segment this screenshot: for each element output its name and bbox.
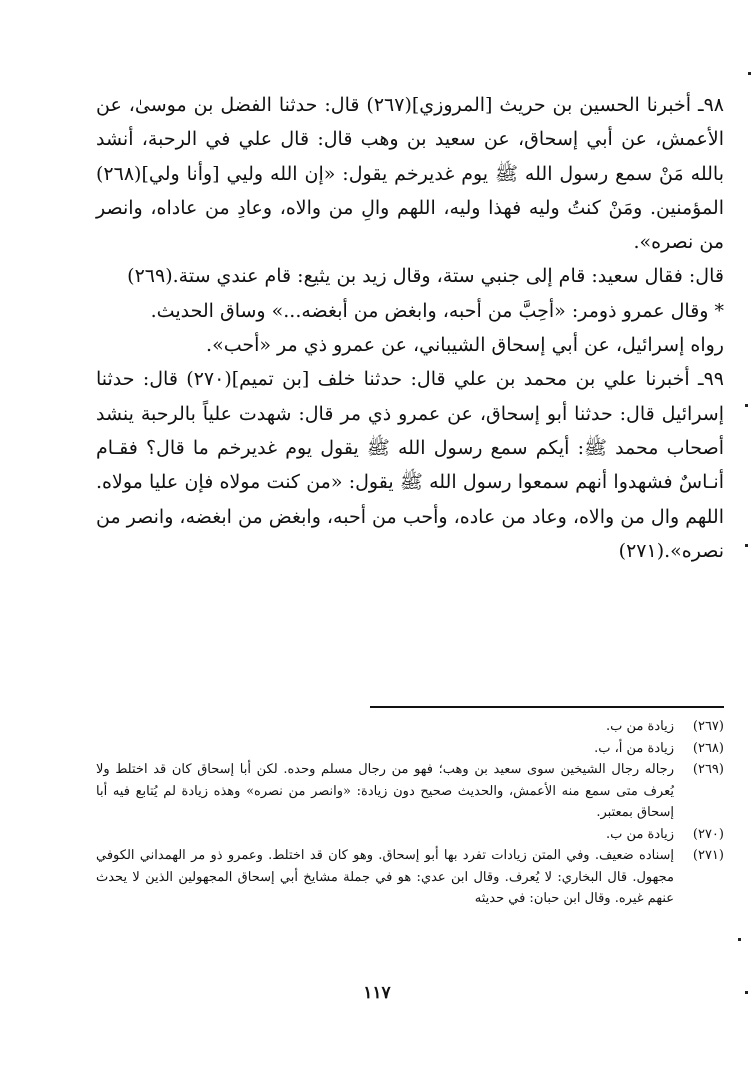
footnote-number: (٢٧١): [692, 848, 724, 863]
israil-narration-paragraph: رواه إسرائيل، عن أبي إسحاق الشيباني، عن عمرو ذي مر «أحب».: [206, 334, 724, 357]
scan-speck: [745, 544, 748, 547]
footnote-item: [96, 824, 724, 846]
footnote-item: [96, 738, 724, 760]
footnote-number: (٢٦٨): [692, 740, 724, 756]
variant-narration-paragraph: * وقال عمرو ذومر: «أحِبَّ من أحبه، وابغض من أبغضه...» وساق الحديث.: [150, 299, 724, 322]
footnote-number: (٢٦٧): [692, 719, 724, 734]
footnote-item: [96, 845, 724, 910]
scan-speck: [738, 938, 741, 941]
footnote-text: زيادة من ب.: [606, 826, 674, 842]
footnotes: [96, 716, 724, 910]
footnote-text: زيادة من أ، ب.: [594, 740, 674, 756]
footnote-text: زيادة من ب.: [606, 719, 674, 734]
narration-note-paragraph: قال: فقال سعيد: قام إلى جنبي ستة، وقال زيد بن يثيع: قام عندي ستة.(٢٦٩): [127, 265, 724, 288]
page-number: ١١٧: [363, 983, 391, 1003]
hadith-99-paragraph: ٩٩ـ أخبرنا علي بن محمد بن علي قال: حدثنا خلف [بن تميم](٢٧٠) قال: حدثنا إسرائيل قال: حدثنا أبو إسحاق، عن عمرو ذي مر قال: شهدت علياً بالرحبة ينشد أصحاب محمد ﷺ: أيكم سمع رسول الله ﷺ يقول يوم غديرخم ما قال؟ فقـام أنـاسٌ فشهدوا أنهم سمعوا رسول الله ﷺ يقول: «من كنت مولاه فإن عليا مولاه. اللهم وال من والاه، وعاد من عاده، وأحب من أحبه، وابغض من ابغضه، وانصر من نصره».(٢٧١): [96, 368, 724, 562]
footnote-divider: [370, 706, 724, 708]
footnote-text: رجاله رجال الشيخين سوى سعيد بن وهب؛ فهو من رجال مسلم وحده. لكن أبا إسحاق كان قد اختلط ولا يُعرف متى سمع منه الأعمش، والحديث صحيح دون زيادة: «وانصر من نصره» وهذه زيادة لم يُتابع فيه أبا إسحاق بمعتبر.: [96, 762, 674, 820]
scan-speck: [748, 72, 751, 75]
scan-speck: [745, 404, 748, 407]
hadith-98-paragraph: ٩٨ـ أخبرنا الحسين بن حريث [المروزي](٢٦٧) قال: حدثنا الفضل بن موسىٰ، عن الأعمش، عن أبي إسحاق، عن سعيد بن وهب قال: قال علي في الرحبة، أنشد بالله مَنْ سمع رسول الله ﷺ يوم غديرخم يقول: «إن الله وليي [وأنا ولي](٢٦٨) المؤمنين. ومَنْ كنتُ وليه فهذا وليه، اللهم والِ من والاه، وعادِ من عاداه، وانصر من نصره».: [96, 94, 725, 254]
footnote-text: إسناده ضعيف. وفي المتن زيادات تفرد بها أبو إسحاق. وهو كان قد اختلط. وعمرو ذو مر الهمداني الكوفي مجهول. قال البخاري: لا يُعرف. وقال ابن عدي: هو في جملة مشايخ أبي إسحاق المجهولين الذين لا يحدث عنهم غيره. وقال ابن حبان: في حديثه: [96, 848, 674, 906]
footnote-number: (٢٦٩): [692, 762, 724, 777]
footnote-number: (٢٧٠): [692, 826, 724, 842]
footnote-item: [96, 716, 724, 738]
scan-speck: [745, 991, 748, 994]
footnote-item: [96, 759, 724, 824]
main-text: [96, 88, 724, 568]
